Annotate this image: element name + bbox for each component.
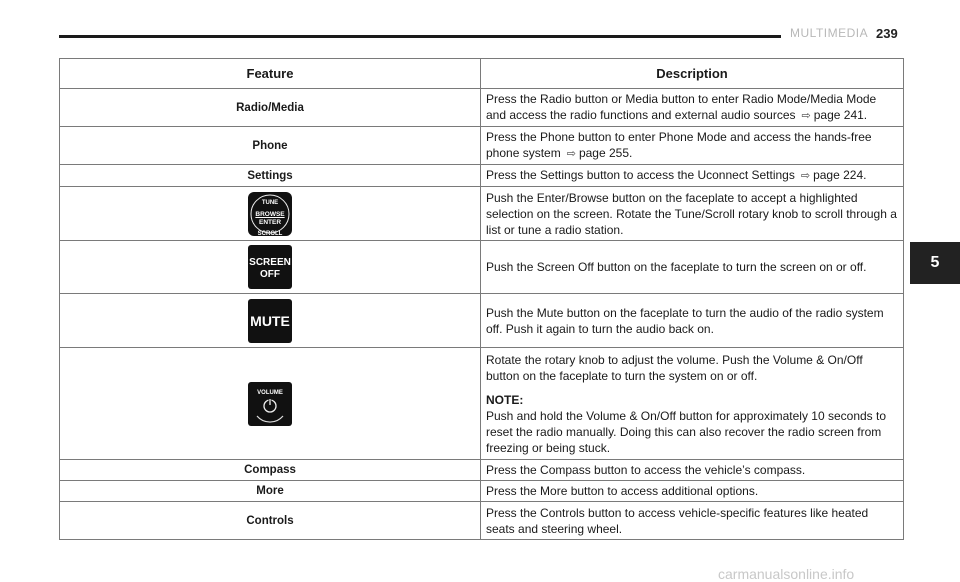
- icon-cell: [60, 187, 481, 241]
- feature-cell: Settings: [60, 165, 481, 187]
- feature-cell: Radio/Media: [60, 89, 481, 127]
- table-row: [60, 294, 904, 348]
- note-text: Push and hold the Volume & On/Off button for approximately 10 seconds to reset the radio manually. Doing this can also recover the radio screen from freezing or being stuck.: [486, 408, 887, 455]
- icon-cell: [60, 294, 481, 348]
- icon-cell: [60, 348, 481, 460]
- description-cell: Push the Enter/Browse button on the faceplate to accept a highlighted selection on the screen. Rotate the Tune/Scroll rotary knob to scroll through a list or tune a radio station.: [481, 187, 904, 241]
- description-cell: Press the Compass button to access the vehicle’s compass.: [481, 460, 904, 481]
- feature-cell: Phone: [60, 127, 481, 165]
- watermark: carmanualsonline.info: [718, 566, 855, 582]
- table-row: [60, 165, 904, 187]
- mute-button-icon: MUTE: [248, 299, 292, 343]
- header-feature: Feature: [60, 59, 481, 89]
- description-cell: Rotate the rotary knob to adjust the volume. Push the Volume & On/Off button on the faceplate to turn the system on or off. NOTE: Push and hold the Volume & On/Off button for approximately 10 seconds to reset the radio manually. Doing this can also recover the radio screen from freezing or being stuck.: [481, 348, 904, 460]
- description-cell: Press the Settings button to access the Uconnect Settings ⇨ page 224.: [481, 165, 904, 187]
- icon-cell: [60, 241, 481, 294]
- table-row: [60, 502, 904, 540]
- table-row: [60, 241, 904, 294]
- feature-cell: More: [60, 481, 481, 502]
- table-row: [60, 187, 904, 241]
- note-label: NOTE:: [486, 392, 524, 407]
- description-cell: Press the More button to access additional options.: [481, 481, 904, 502]
- page-reference-link[interactable]: page 224.: [813, 168, 867, 182]
- feature-table: [59, 58, 904, 540]
- description-cell: Press the Phone button to enter Phone Mode and access the hands-free phone system ⇨ page 255.: [481, 127, 904, 165]
- description-cell: Push the Screen Off button on the faceplate to turn the screen on or off.: [481, 241, 904, 294]
- page-arrow-icon: ⇨: [800, 170, 811, 182]
- feature-cell: Compass: [60, 460, 481, 481]
- chapter-tab: 5: [910, 242, 960, 284]
- table-row: [60, 460, 904, 481]
- page-arrow-icon: ⇨: [566, 148, 576, 160]
- table-row: [60, 481, 904, 502]
- page-number: 239: [876, 26, 898, 41]
- description-cell: Press the Radio button or Media button to enter Radio Mode/Media Mode and access the radio functions and external audio sources ⇨ page 241.: [481, 89, 904, 127]
- table-row: [60, 127, 904, 165]
- page-arrow-icon: ⇨: [801, 110, 811, 122]
- page-reference-link[interactable]: page 241.: [813, 108, 868, 122]
- table-header-row: [60, 59, 904, 89]
- description-cell: Press the Controls button to access vehicle-specific features like heated seats and steering wheel.: [481, 502, 904, 540]
- screen-off-button-icon: SCREEN OFF: [248, 245, 292, 289]
- feature-cell: Controls: [60, 502, 481, 540]
- header-description: Description: [481, 59, 904, 89]
- volume-power-knob-icon: VOLUME: [248, 382, 292, 426]
- description-cell: Push the Mute button on the faceplate to turn the audio of the radio system off. Push it again to turn the audio back on.: [481, 294, 904, 348]
- tune-browse-enter-scroll-knob-icon: TUNE BROWSE ENTER SCROLL: [248, 192, 292, 236]
- header-rule: [59, 35, 781, 38]
- page-reference-link[interactable]: page 255.: [578, 146, 633, 160]
- table-row: [60, 348, 904, 460]
- table-row: [60, 89, 904, 127]
- section-name: MULTIMEDIA: [790, 26, 869, 40]
